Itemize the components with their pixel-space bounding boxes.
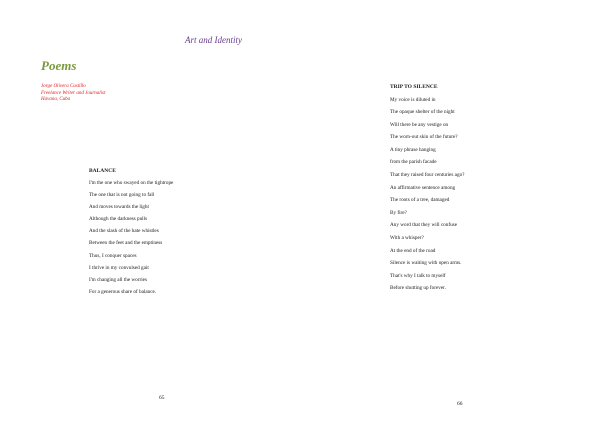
poem-line: I thrive in my convulsed gait xyxy=(89,264,149,271)
poem-line: Between the feet and the emptiness xyxy=(89,240,163,247)
poem-line: And the slash of the hate whistles xyxy=(89,228,159,235)
author-location: Havana, Cuba xyxy=(41,97,71,102)
author-block xyxy=(41,84,105,104)
poem-title: BALANCE xyxy=(89,168,116,174)
poem-line: Thus, I conquer spaces xyxy=(89,252,137,259)
poem-line: I'm the one who swayed on the tightrope xyxy=(89,180,174,186)
poem-line: Silence is waiting with open arms. xyxy=(390,260,462,267)
poem-line: The opaque shelter of the night xyxy=(390,109,455,116)
poem-line: A tiny phrase hanging xyxy=(390,146,436,153)
page-number: 65 xyxy=(159,395,165,401)
poem-balance xyxy=(89,168,173,301)
running-header: Art and Identity xyxy=(185,35,242,45)
author-name: Jorge Olivera Castillo xyxy=(41,84,86,89)
poem-lines xyxy=(89,180,173,301)
author-role: Freelance Writer and Journalist xyxy=(41,90,106,96)
poem-line: Will there be any vestige on xyxy=(390,121,449,128)
poem-line: The one that is not going to fall xyxy=(89,192,155,199)
poem-line: At the end of the road xyxy=(390,247,436,254)
poem-trip-to-silence xyxy=(390,84,464,298)
poem-line: from the parish facade xyxy=(390,159,437,166)
poem-line: I'm changing all the worries xyxy=(89,276,147,283)
poem-title: TRIP TO SILENCE xyxy=(390,84,438,90)
right-page xyxy=(300,0,600,424)
poem-line: An affirmative sentence among xyxy=(390,184,456,191)
poem-lines xyxy=(390,97,464,299)
poem-line: And moves towards the light xyxy=(89,204,149,211)
poem-line: The worn-out skin of the future? xyxy=(390,134,458,141)
poem-line: The roots of a tree, damaged xyxy=(390,197,450,204)
page-number: 66 xyxy=(457,401,463,407)
poem-line: My voice is diluted in xyxy=(390,96,436,103)
poem-line: Any word that they will confuse xyxy=(390,222,457,229)
poem-line: Although the darkness pulls xyxy=(89,216,148,223)
section-title: Poems xyxy=(41,58,77,73)
poem-line: For a generous share of balance. xyxy=(89,288,157,295)
poem-line: By fire? xyxy=(390,209,407,216)
poem-line: That's why I talk to myself xyxy=(390,272,446,279)
poem-line: With a whisper? xyxy=(390,235,424,242)
poem-line: Before shutting up forever. xyxy=(390,285,446,292)
poem-line: That they raised four centuries ago? xyxy=(390,172,465,179)
